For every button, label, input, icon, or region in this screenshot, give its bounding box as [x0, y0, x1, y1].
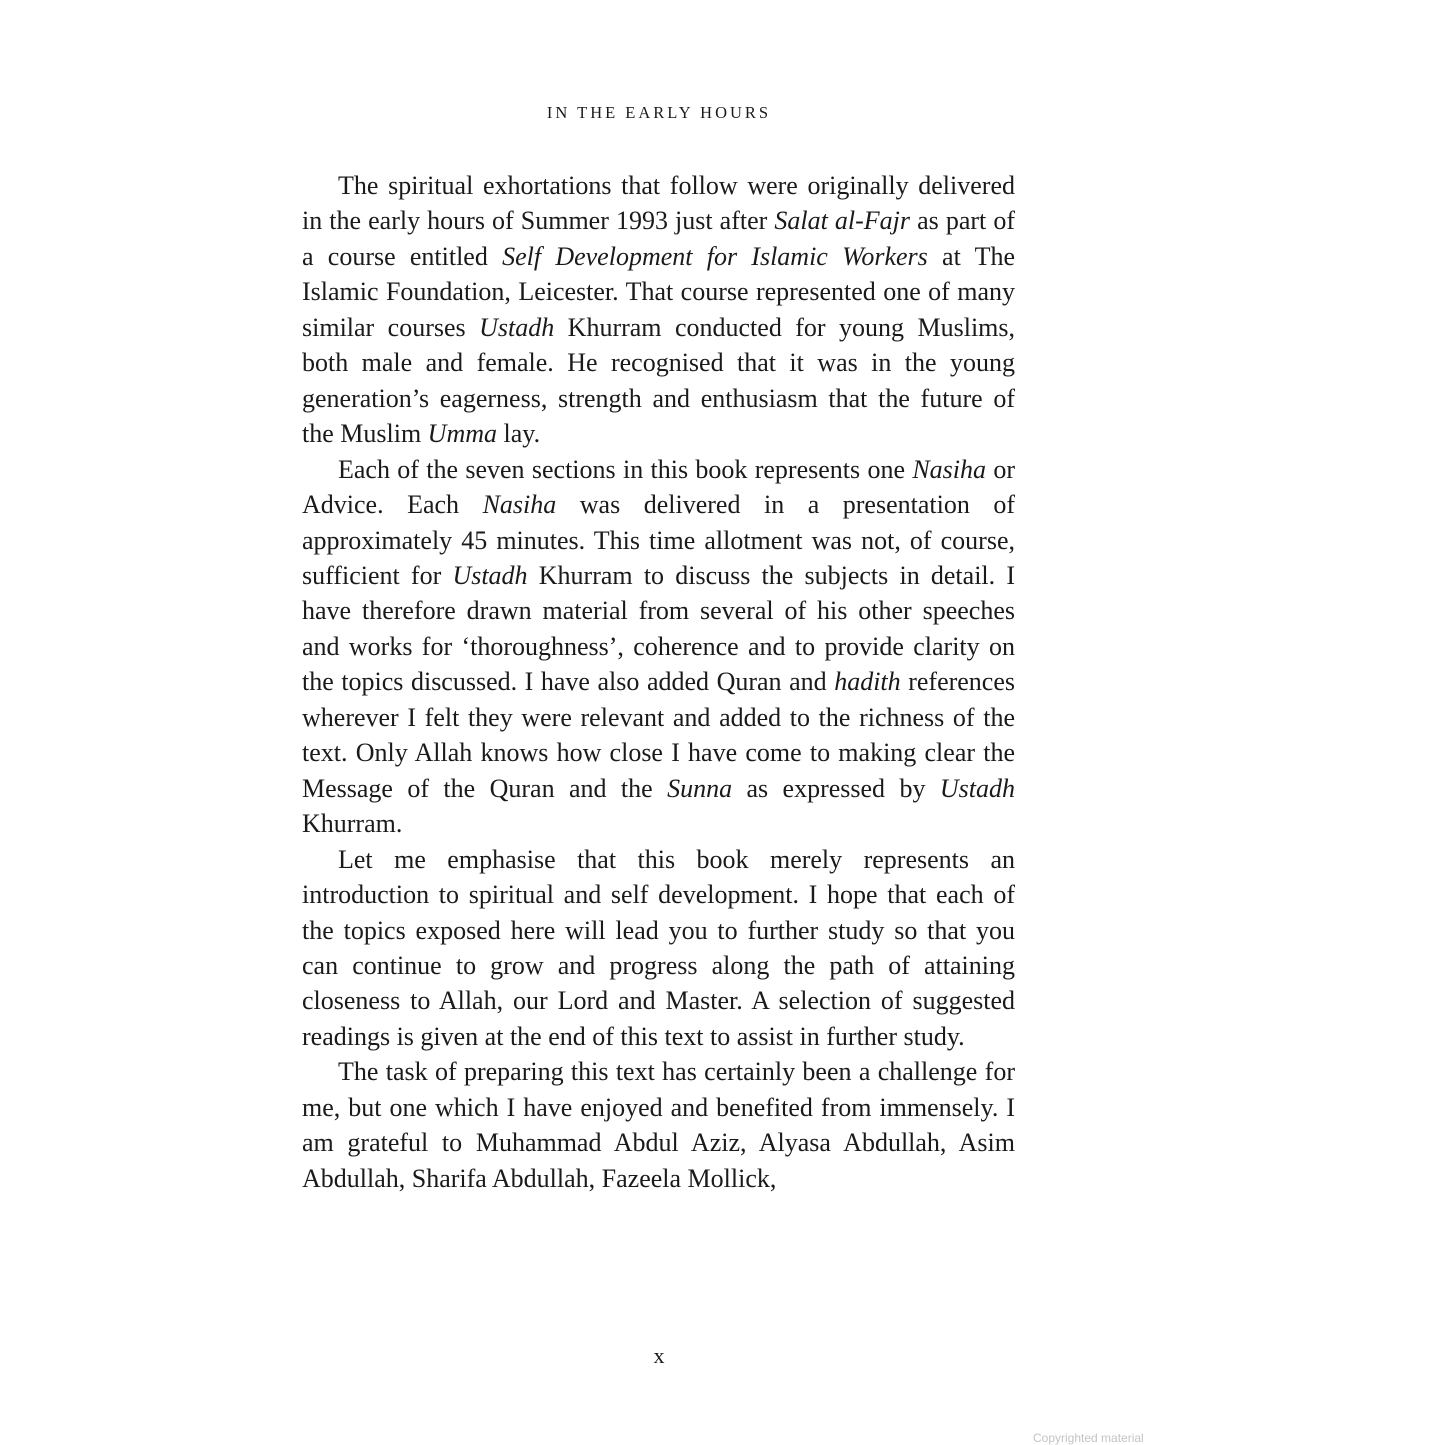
italic-term: Ustadh: [479, 312, 555, 342]
paragraph-3: [302, 842, 1015, 1055]
text-run: Khurram conducted for young Muslims, both male and female. He recognised that it was in the young generation’s eagerness, strength and enthusiasm that the future of the Muslim: [302, 312, 1016, 449]
italic-term: Umma: [427, 419, 498, 449]
italic-term: Ustadh: [452, 560, 528, 590]
text-run: as part of a course entitled: [302, 206, 1015, 271]
paragraph-4: [302, 1054, 1015, 1196]
paragraph-1: [302, 168, 1015, 452]
italic-term: Ustadh: [939, 773, 1015, 803]
italic-term: Nasiha: [912, 454, 986, 484]
italic-term: Sunna: [667, 773, 733, 803]
text-run: Let me emphasise that this book merely represents an introduction to spiritual and self development. I hope that each of the topics exposed here will lead you to further study so that you can continue to grow and progress along the path of attaining closeness to Allah, our Lord and Master. A selection of suggested readings is given at the end of this text to assist in further study.: [302, 844, 1015, 1051]
running-head: IN THE EARLY HOURS: [546, 103, 772, 122]
text-run: The task of preparing this text has certainly been a challenge for me, but one which I have enjoyed and benefited from immensely. I am grateful to Muhammad Abdul Aziz, Alyasa Abdullah, Asim Abdullah, Sharifa Abdullah, Fazeela Mollick,: [302, 1057, 1015, 1193]
text-run: The spiritual exhortations that follow were originally delivered in the early hours of Summer 1993 just after: [302, 171, 1015, 236]
text-run: at The Islamic Foundation, Leicester. That course represented one of many similar courses: [302, 241, 1015, 342]
text-run: Khurram to discuss the subjects in detail. I have therefore drawn material from several of his other speeches and works for ‘thoroughness’, coherence and to provide clarity on the topics discussed. I have also added Quran and: [302, 560, 1015, 697]
text-run: lay.: [497, 419, 541, 449]
text-run: was delivered in a presentation of approximately 45 minutes. This time allotment was not, of course, sufficient for: [302, 490, 1015, 590]
italic-term: hadith: [834, 667, 901, 697]
main-text: [302, 168, 1015, 1196]
text-run: references wherever I felt they were relevant and added to the richness of the text. Only Allah knows how close I have come to making clear the Message of the Quran and the: [302, 667, 1015, 803]
text-run: as expressed by: [732, 773, 940, 803]
italic-term: Salat al-Fajr: [774, 206, 911, 236]
italic-term: Nasiha: [482, 490, 557, 520]
copyright-watermark: Copyrighted material: [1033, 1431, 1144, 1445]
text-run: or Advice. Each: [302, 454, 1015, 520]
page-number: x: [653, 1343, 665, 1368]
text-run: Each of the seven sections in this book represents one: [338, 454, 913, 484]
text-run: Khurram.: [302, 809, 403, 839]
italic-title: Self Development for Islamic Workers: [502, 241, 928, 271]
paragraph-2: [302, 452, 1015, 842]
